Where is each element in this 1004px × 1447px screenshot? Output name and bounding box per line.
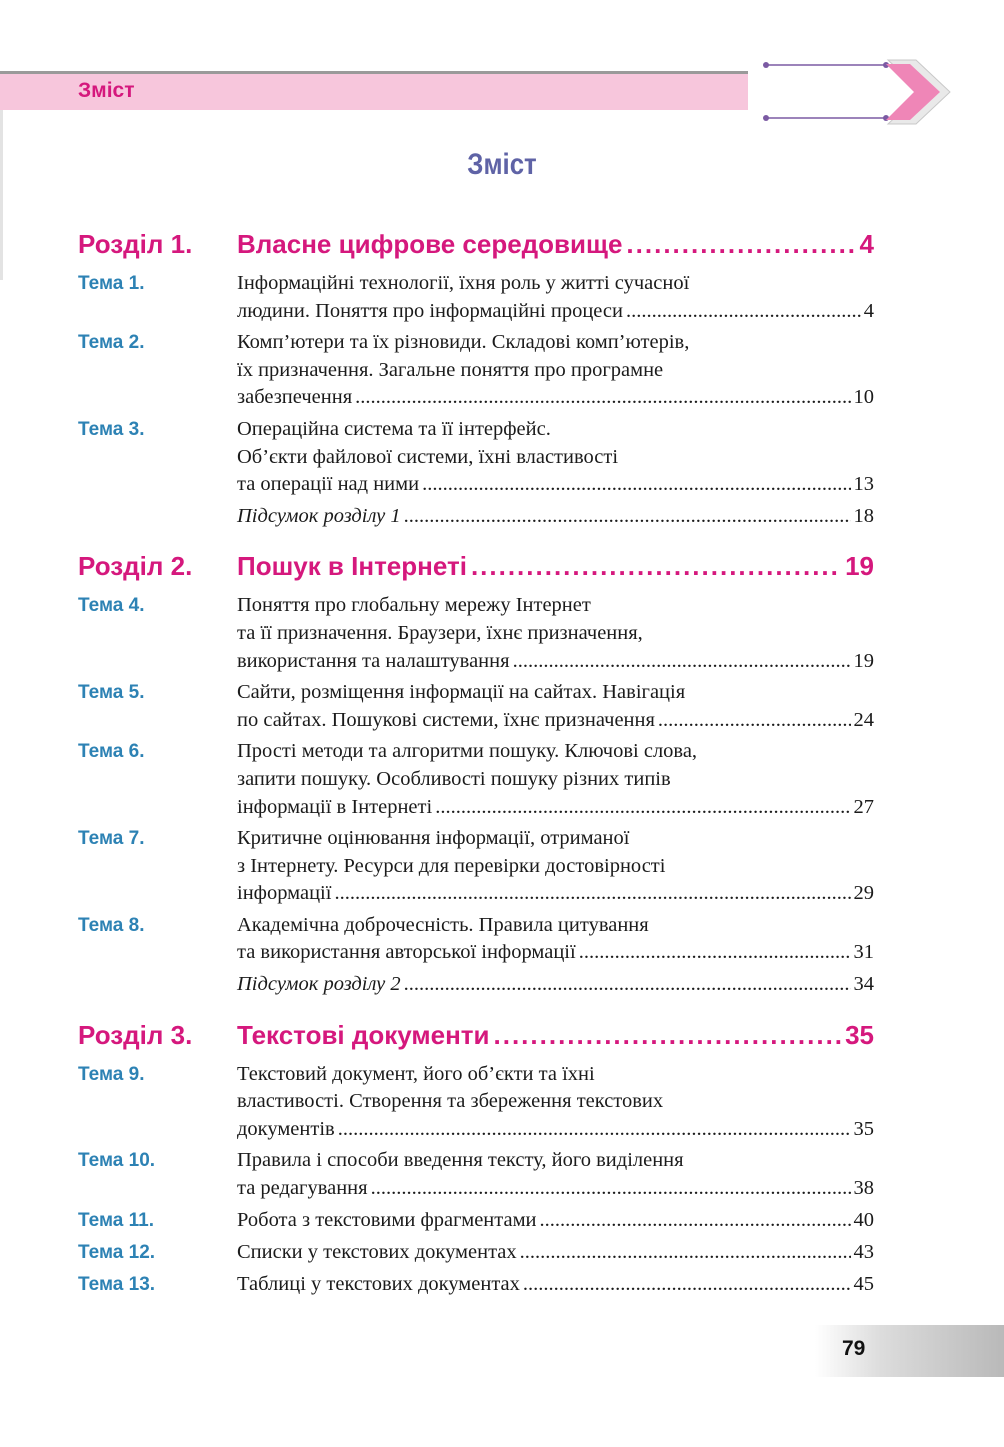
- topic-last-line: [237, 648, 874, 676]
- topic-body: [237, 738, 874, 821]
- topic-label: Тема 12.: [78, 1241, 156, 1263]
- topic-title-line: Академічна доброчесність. Правила цитування: [237, 913, 649, 936]
- dot-leader: [523, 1271, 851, 1299]
- topic-page: 27: [853, 795, 874, 818]
- dot-leader: [371, 1175, 851, 1203]
- topic-body: [237, 416, 874, 499]
- topic-entry[interactable]: [78, 1147, 874, 1202]
- topic-body: [237, 592, 874, 675]
- dot-leader: [626, 222, 855, 266]
- topic-entry[interactable]: [78, 1239, 874, 1267]
- topic-last-line: [237, 298, 874, 326]
- topic-title-line: забезпечення: [237, 386, 353, 409]
- topic-body: [237, 329, 874, 412]
- topic-title-line: властивості. Створення та збереження текстових: [237, 1090, 664, 1113]
- dot-leader: [540, 1207, 851, 1235]
- summary-title: Підсумок розділу 2: [237, 973, 401, 996]
- topic-page: 13: [853, 473, 874, 496]
- topic-page: 24: [853, 708, 874, 731]
- topic-page: 38: [853, 1177, 874, 1200]
- dot-leader: [404, 971, 851, 999]
- topic-entry[interactable]: [78, 1061, 874, 1144]
- topic-title-line: Правила і способи введення тексту, його виділення: [237, 1149, 684, 1172]
- topic-title-line: використання та налаштування: [237, 649, 510, 672]
- topic-page: 29: [853, 882, 874, 905]
- topic-last-line: [237, 1175, 874, 1203]
- topic-last-line: [237, 1207, 874, 1235]
- topic-title-line: їх призначення. Загальне поняття про програмне: [237, 358, 664, 381]
- chapter-title: Текстові документи: [237, 1019, 490, 1050]
- topic-label: Тема 9.: [78, 1063, 145, 1085]
- topic-last-line: [237, 880, 874, 908]
- topic-title-line: документів: [237, 1117, 335, 1140]
- topic-label: Тема 4.: [78, 595, 145, 617]
- topic-body: [237, 1061, 874, 1144]
- topic-title-line: Сайти, розміщення інформації на сайтах. Навігація: [237, 681, 686, 704]
- page-title: Зміст: [467, 148, 537, 181]
- topic-entry[interactable]: [78, 679, 874, 734]
- summary-title: Підсумок розділу 1: [237, 504, 401, 527]
- chapter-label: Розділ 1.: [78, 229, 193, 259]
- topic-last-line: [237, 471, 874, 499]
- dot-leader: [338, 1116, 851, 1144]
- topic-last-line: [237, 794, 874, 822]
- dot-leader: [658, 707, 851, 735]
- topic-entry[interactable]: [78, 329, 874, 412]
- topic-title-line: Комп’ютери та їх різновиди. Складові комп’ютерів,: [237, 331, 690, 354]
- topic-title-line: Інформаційні технології, їхня роль у житті сучасної: [237, 272, 690, 294]
- topic-entry[interactable]: [78, 912, 874, 967]
- topic-title-line: та використання авторської інформації: [237, 941, 576, 964]
- dot-leader: [494, 1013, 842, 1057]
- chapter-page: 35: [845, 1019, 874, 1050]
- topic-entry[interactable]: [78, 1207, 874, 1235]
- topic-title-line: з Інтернету. Ресурси для перевірки достовірності: [237, 854, 666, 877]
- topic-title-line: Прості методи та алгоритми пошуку. Ключові слова,: [237, 740, 698, 763]
- topic-label: Тема 7.: [78, 828, 145, 850]
- topic-page: 35: [853, 1117, 874, 1140]
- topic-title-line: Текстовий документ, його об’єкти та їхні: [237, 1062, 595, 1085]
- topic-title-line: Об’єкти файлової системи, їхні властивості: [237, 445, 619, 468]
- topic-label: Тема 10.: [78, 1150, 156, 1172]
- header-arrow-icon: [748, 58, 952, 128]
- section-gap: [78, 530, 874, 544]
- topic-label: Тема 11.: [78, 1209, 154, 1231]
- topic-page: 40: [853, 1208, 874, 1231]
- topic-entry[interactable]: [78, 270, 874, 325]
- topic-entry[interactable]: [78, 825, 874, 908]
- section-gap: [78, 999, 874, 1013]
- topic-title-line: Операційна система та її інтерфейс.: [237, 417, 551, 440]
- left-margin-bar: [0, 110, 3, 280]
- dot-leader: [520, 1239, 851, 1267]
- topic-page: 31: [853, 941, 874, 964]
- topic-label: Тема 5.: [78, 682, 145, 704]
- summary-body: [237, 503, 874, 531]
- topic-last-line: [237, 1116, 874, 1144]
- topic-last-line: [237, 1271, 874, 1299]
- topic-title-line: Робота з текстовими фрагментами: [237, 1208, 537, 1231]
- topic-title-line: людини. Поняття про інформаційні процеси: [237, 299, 623, 322]
- chapter-title: Пошук в Інтернеті: [237, 551, 467, 582]
- topic-body: [237, 1239, 874, 1267]
- summary-page: 18: [853, 504, 874, 527]
- topic-title-line: по сайтах. Пошукові системи, їхнє призначення: [237, 708, 655, 731]
- chapter-heading[interactable]: [78, 222, 874, 266]
- topic-page: 45: [853, 1272, 874, 1295]
- topic-label: Тема 1.: [78, 273, 145, 294]
- topic-title-line: Списки у текстових документах: [237, 1240, 517, 1263]
- topic-title-line: запити пошуку. Особливості пошуку різних типів: [237, 767, 671, 790]
- summary-page: 34: [853, 973, 874, 996]
- summary-body: [237, 971, 874, 999]
- topic-last-line: [237, 1239, 874, 1267]
- chapter-heading[interactable]: [78, 1013, 874, 1057]
- dot-leader: [334, 880, 850, 908]
- summary-line: [237, 503, 874, 531]
- topic-label: Тема 6.: [78, 741, 145, 763]
- topic-entry[interactable]: [78, 416, 874, 499]
- summary-line: [237, 971, 874, 999]
- topic-body: [237, 270, 874, 325]
- dot-leader: [513, 648, 851, 676]
- topic-title-line: Поняття про глобальну мережу Інтернет: [237, 594, 591, 617]
- chapter-title: Власне цифрове середовище: [237, 229, 623, 259]
- page-number: 79: [842, 1337, 866, 1360]
- chapter-summary-entry[interactable]: [78, 503, 874, 531]
- dot-leader: [435, 794, 850, 822]
- topic-label: Тема 8.: [78, 914, 145, 936]
- topic-title-line: Таблиці у текстових документах: [237, 1272, 520, 1295]
- topic-label: Тема 13.: [78, 1273, 156, 1295]
- topic-title-line: та її призначення. Браузери, їхнє призначення,: [237, 621, 643, 644]
- topic-entry[interactable]: [78, 738, 874, 821]
- chapter-label: Розділ 3.: [78, 1019, 193, 1050]
- dot-leader: [626, 298, 861, 326]
- topic-last-line: [237, 707, 874, 735]
- topic-last-line: [237, 939, 874, 967]
- dot-leader: [471, 544, 841, 588]
- dot-leader: [579, 939, 851, 967]
- chapter-page: 4: [859, 229, 874, 259]
- dot-leader: [355, 384, 850, 412]
- dot-leader: [422, 471, 850, 499]
- topic-label: Тема 2.: [78, 332, 145, 354]
- topic-page: 19: [853, 649, 874, 672]
- topic-body: [237, 912, 874, 967]
- topic-page: 10: [853, 386, 874, 409]
- topic-title-line: інформації: [237, 882, 332, 905]
- topic-body: [237, 679, 874, 734]
- chapter-heading[interactable]: [78, 544, 874, 588]
- header-title: Зміст: [78, 79, 135, 102]
- topic-title-line: Критичне оцінювання інформації, отриманої: [237, 827, 630, 850]
- topic-page: 4: [863, 299, 874, 322]
- topic-entry[interactable]: [78, 592, 874, 675]
- topic-body: [237, 825, 874, 908]
- dot-leader: [404, 503, 851, 531]
- topic-title-line: інформації в Інтернеті: [237, 795, 433, 818]
- topic-label: Тема 3.: [78, 418, 145, 440]
- chapter-page: 19: [845, 551, 874, 582]
- topic-title-line: та операції над ними: [237, 473, 420, 496]
- chapter-label: Розділ 2.: [78, 551, 193, 582]
- topic-entry[interactable]: [78, 1271, 874, 1299]
- topic-page: 43: [853, 1240, 874, 1263]
- table-of-contents: [78, 222, 874, 1299]
- topic-title-line: та редагування: [237, 1177, 368, 1200]
- topic-last-line: [237, 384, 874, 412]
- chapter-summary-entry[interactable]: [78, 971, 874, 999]
- topic-body: [237, 1271, 874, 1299]
- topic-body: [237, 1207, 874, 1235]
- topic-body: [237, 1147, 874, 1202]
